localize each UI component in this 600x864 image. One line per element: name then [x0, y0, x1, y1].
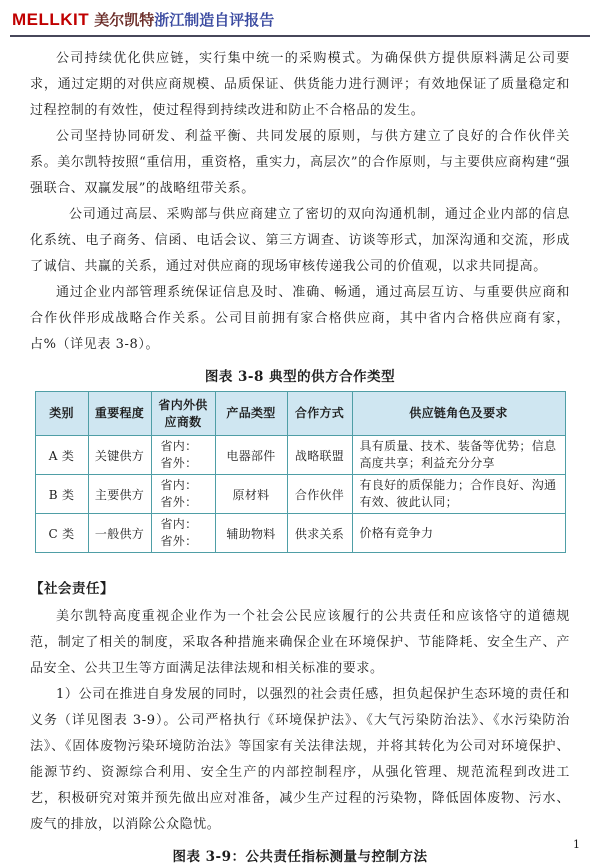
cell-province-count [151, 514, 215, 553]
cell-importance: 关键供方 [88, 436, 151, 475]
page-header [10, 8, 590, 37]
in-province-label: 省内： [160, 478, 198, 492]
out-province-label: 省外： [160, 495, 198, 509]
section-heading-social-responsibility: 【社会责任】 [30, 581, 114, 597]
header-report-title: 浙江制造自评报告 [154, 11, 275, 29]
cell-cooperation-mode: 合作伙伴 [287, 475, 352, 514]
supplier-cooperation-table [35, 391, 566, 553]
cell-role-requirements: 具有质量、技术、装备等优势；信息高度共享；利益充分分享 [352, 436, 565, 475]
header-company-name: 美尔凯特 [94, 11, 155, 29]
col-header-importance: 重要程度 [88, 392, 151, 436]
cell-category: A 类 [35, 436, 88, 475]
paragraph-supplier-count: 通过企业内部管理系统保证信息及时、准确、畅通，通过高层互访、与重要供应商和合作伙伴形成战略合作关系。公司目前拥有家合格供应商，其中省内合格供应商有家，占%（详见表 3-8）。 [30, 285, 570, 352]
cell-role-requirements: 价格有竞争力 [352, 514, 565, 553]
cell-importance: 一般供方 [88, 514, 151, 553]
paragraph-cooperation-principle: 公司坚持协同研发、利益平衡、共同发展的原则，与供方建立了良好的合作伙伴关系。美尔凯特按照“重信用，重资格，重实力，高层次”的合作原则，与主要供应商构建“强强联合、双赢发展”的战略纽带关系。 [30, 129, 570, 196]
col-header-cooperation-mode: 合作方式 [287, 392, 352, 436]
table-header-row [35, 392, 565, 436]
table-row [35, 436, 565, 475]
brand-logo-text: MELLKIT [12, 10, 90, 29]
cell-province-count [151, 475, 215, 514]
cell-category: B 类 [35, 475, 88, 514]
cell-province-count [151, 436, 215, 475]
col-header-role-requirements: 供应链角色及要求 [352, 392, 565, 436]
document-body [30, 46, 570, 864]
page-number: 1 [573, 838, 580, 851]
paragraph-environment-protection: 1）公司在推进自身发展的同时，以强烈的社会责任感，担负起保护生态环境的责任和义务（详见图表 3-9）。公司严格执行《环境保护法》、《大气污染防治法》、《水污染防治法》、《固体废物污染环境防治法》等国家有关法律法规，并将其转化为公司对环境保护、能源节约、资源综合利用、安全生产的内部控制程序，从强化管理、规范流程到改进工艺，积极研究对策并预先做出应对准备，减少生产过程的污染物，降低固体废物、污水、废气的排放，以消除公众隐忧。 [30, 687, 570, 832]
paragraph-social-responsibility: 美尔凯特高度重视企业作为一个社会公民应该履行的公共责任和应该恪守的道德规范，制定了相关的制度，采取各种措施来确保企业在环境保护、节能降耗、安全生产、产品安全、公共卫生等方面满足法律法规和相关标准的要求。 [30, 609, 570, 676]
out-province-label: 省外： [160, 456, 198, 470]
table-row [35, 475, 565, 514]
in-province-label: 省内： [160, 517, 198, 531]
cell-category: C 类 [35, 514, 88, 553]
table-row [35, 514, 565, 553]
cell-role-requirements: 有良好的质保能力；合作良好、沟通有效、彼此认同； [352, 475, 565, 514]
out-province-label: 省外： [160, 534, 198, 548]
col-header-category: 类别 [35, 392, 88, 436]
col-header-product-type: 产品类型 [215, 392, 287, 436]
figure-3-9-caption: 图表 3-9：公共责任指标测量与控制方法 [172, 849, 428, 864]
cell-product-type: 辅助物料 [215, 514, 287, 553]
in-province-label: 省内： [160, 439, 198, 453]
paragraph-communication: 公司通过高层、采购部与供应商建立了密切的双向沟通机制，通过企业内部的信息化系统、电子商务、信函、电话会议、第三方调查、访谈等形式，加深沟通和交流，形成了诚信、共赢的关系，通过对供应商的现场审核传递我公司的价值观，以求共同提高。 [30, 207, 570, 274]
col-header-province-count: 省内外供应商数 [151, 392, 215, 436]
cell-cooperation-mode: 供求关系 [287, 514, 352, 553]
cell-cooperation-mode: 战略联盟 [287, 436, 352, 475]
cell-importance: 主要供方 [88, 475, 151, 514]
figure-3-8-caption: 图表 3-8 典型的供方合作类型 [204, 369, 396, 385]
cell-product-type: 原材料 [215, 475, 287, 514]
cell-product-type: 电器部件 [215, 436, 287, 475]
paragraph-supply-chain: 公司持续优化供应链，实行集中统一的采购模式。为确保供方提供原料满足公司要求，通过定期的对供应商规模、品质保证、供货能力进行测评；有效地保证了质量稳定和过程控制的有效性，使过程得到持续改进和防止不合格品的发生。 [30, 51, 570, 118]
